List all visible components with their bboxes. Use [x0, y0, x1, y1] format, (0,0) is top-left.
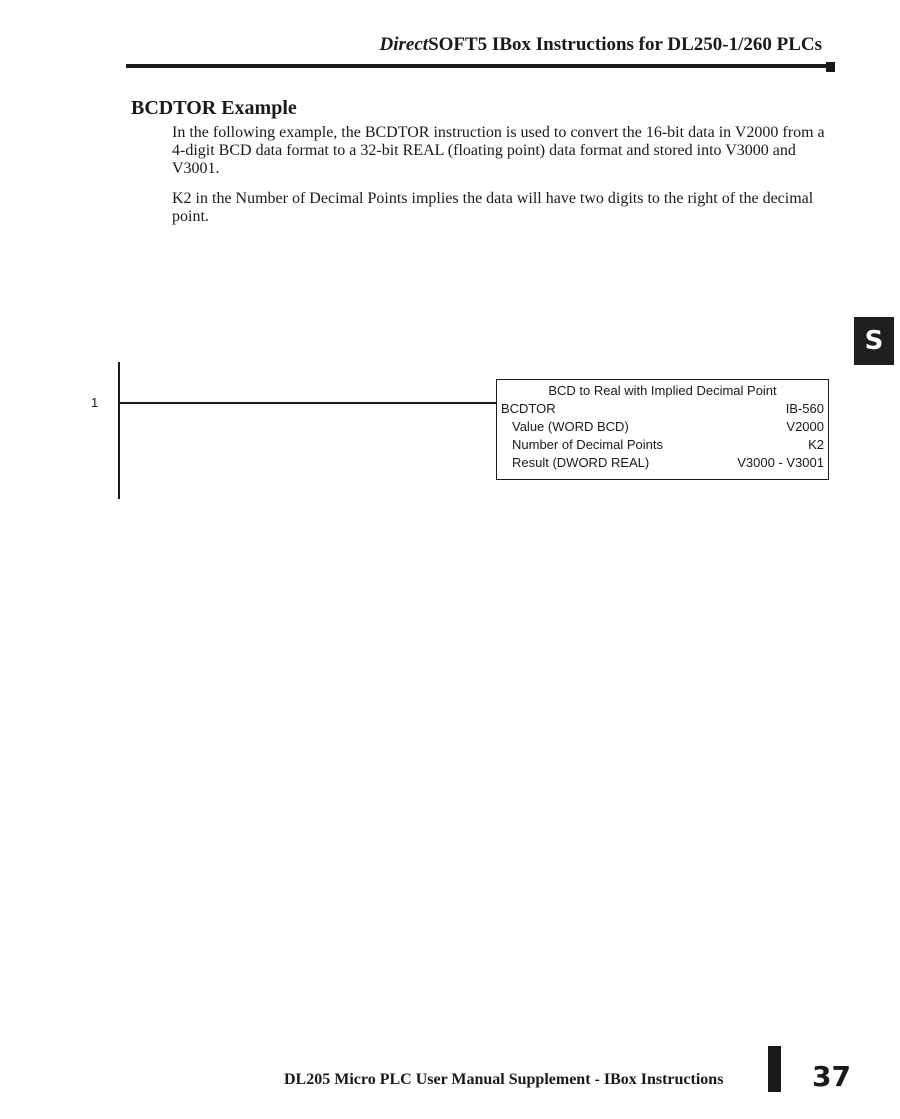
body-paragraph-1: In the following example, the BCDTOR instruction is used to convert the 16-bit data in V2000 from a 4-digit BCD data format to a 32-bit REAL (floating point) data format and stored into V3000 and V3001. [172, 124, 825, 177]
ibox-row-decimal-points [501, 436, 824, 454]
page-header-title [380, 34, 822, 56]
header-rule [126, 64, 830, 68]
ibox-title: BCD to Real with Implied Decimal Point [548, 383, 777, 398]
rung-line [119, 402, 497, 404]
ibox-row-label: BCDTOR [501, 401, 556, 416]
bcdtor-ibox [496, 379, 829, 480]
page-number: 37 [812, 1060, 851, 1093]
ibox-row-label: Number of Decimal Points [512, 437, 663, 452]
rung-number: 1 [91, 395, 99, 410]
footer-text: DL205 Micro PLC User Manual Supplement - IBox Instructions [284, 1071, 724, 1088]
ibox-row-value: V2000 [786, 419, 824, 434]
header-brand: Direct [379, 34, 429, 55]
section-heading: BCDTOR Example [131, 97, 297, 119]
ibox-row-label: Value (WORD BCD) [512, 419, 629, 434]
section-tab-s: S [854, 317, 894, 365]
ibox-row-instruction [501, 400, 824, 418]
header-rule-end-marker [826, 62, 835, 72]
left-power-rail [118, 362, 120, 499]
ibox-row-value-param [501, 418, 824, 436]
ibox-row-value: K2 [808, 437, 824, 452]
footer-bar [768, 1046, 781, 1092]
body-paragraph-2: K2 in the Number of Decimal Points implies the data will have two digits to the right of the decimal point. [172, 190, 814, 225]
ibox-row-value: V3000 - V3001 [737, 455, 824, 470]
ibox-row-value: IB-560 [785, 401, 824, 416]
ibox-row-result [501, 454, 824, 472]
ibox-row-label: Result (DWORD REAL) [512, 455, 650, 470]
header-title-text: SOFT5 IBox Instructions for DL250-1/260 PLCs [428, 34, 822, 55]
